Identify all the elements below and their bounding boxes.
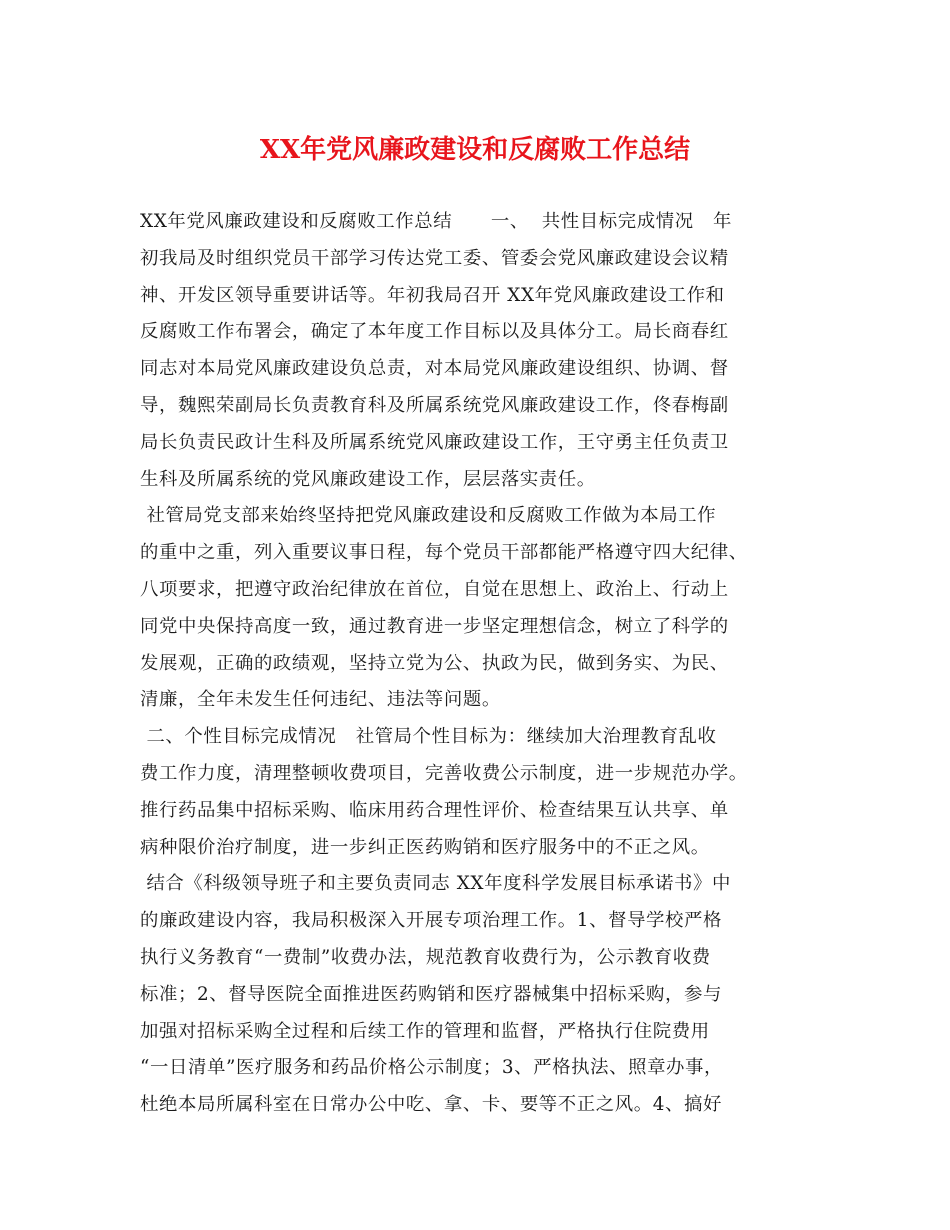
body-paragraph (140, 866, 830, 1124)
paragraph-line: 同党中央保持高度一致，通过教育进一步坚定理想信念，树立了科学的 (140, 615, 729, 637)
paragraph-line: XX年党风廉政建设和反腐败工作总结 一、 共性目标完成情况 年 (140, 211, 733, 232)
paragraph-line: 加强对招标采购全过程和后续工作的管理和监督，严格执行住院费用 (140, 1020, 710, 1042)
paragraph-line: 清廉，全年未发生任何违纪、违法等问题。 (140, 689, 501, 711)
paragraph-line: 执行义务教育“一费制”收费办法，规范教育收费行为，公示教育收费 (140, 946, 711, 968)
paragraph-line: 杜绝本局所属科室在日常办公中吃、拿、卡、要等不正之风。4、搞好 (140, 1094, 723, 1116)
paragraph-line: 神、开发区领导重要讲话等。年初我局召开 XX年党风廉政建设工作和 (140, 284, 725, 306)
paragraph-line: 二、个性目标完成情况 社管局个性目标为：继续加大治理教育乱收 (140, 726, 717, 748)
body-paragraph (140, 498, 830, 719)
paragraph-line: 的重中之重，列入重要议事日程，每个党员干部都能严格遵守四大纪律、 (140, 542, 748, 564)
paragraph-line: 同志对本局党风廉政建设负总责，对本局党风廉政建设组织、协调、督 (140, 358, 729, 380)
paragraph-line: 病种限价治疗制度，进一步纠正医药购销和医疗服务中的不正之风。 (140, 836, 710, 858)
paragraph-line: 初我局及时组织党员干部学习传达党工委、管委会党风廉政建设会议精 (140, 247, 729, 269)
paragraph-line: 生科及所属系统的党风廉政建设工作，层层落实责任。 (140, 468, 596, 490)
paragraph-line: 推行药品集中招标采购、临床用药合理性评价、检查结果互认共享、单 (140, 799, 729, 821)
document-title: XX年党风廉政建设和反腐败工作总结 (259, 135, 691, 165)
paragraph-line: 发展观，正确的政绩观，坚持立党为公、执政为民，做到务实、为民、 (140, 652, 729, 674)
document-body (140, 204, 830, 1124)
paragraph-line: “一日清单”医疗服务和药品价格公示制度；3、严格执法、照章办事， (140, 1057, 724, 1079)
paragraph-line: 标准；2、督导医院全面推进医药购销和医疗器械集中招标采购，参与 (140, 983, 723, 1005)
body-paragraph (140, 719, 830, 866)
paragraph-line: 的廉政建设内容，我局积极深入开展专项治理工作。1、督导学校严格 (140, 910, 723, 932)
paragraph-line: 反腐败工作布署会，确定了本年度工作目标以及具体分工。局长商春红 (140, 321, 729, 343)
paragraph-line: 局长负责民政计生科及所属系统党风廉政建设工作，王守勇主任负责卫 (140, 431, 729, 453)
body-paragraph (140, 204, 830, 498)
paragraph-line: 社管局党支部来始终坚持把党风廉政建设和反腐败工作做为本局工作 (140, 505, 717, 527)
paragraph-line: 费工作力度，清理整顿收费项目，完善收费公示制度，进一步规范办学。 (140, 762, 748, 784)
paragraph-line: 结合《科级领导班子和主要负责同志 XX年度科学发展目标承诺书》中 (140, 873, 732, 895)
paragraph-line: 导，魏熙荣副局长负责教育科及所属系统党风廉政建设工作，佟春梅副 (140, 394, 729, 416)
paragraph-line: 八项要求，把遵守政治纪律放在首位，自觉在思想上、政治上、行动上 (140, 578, 729, 600)
